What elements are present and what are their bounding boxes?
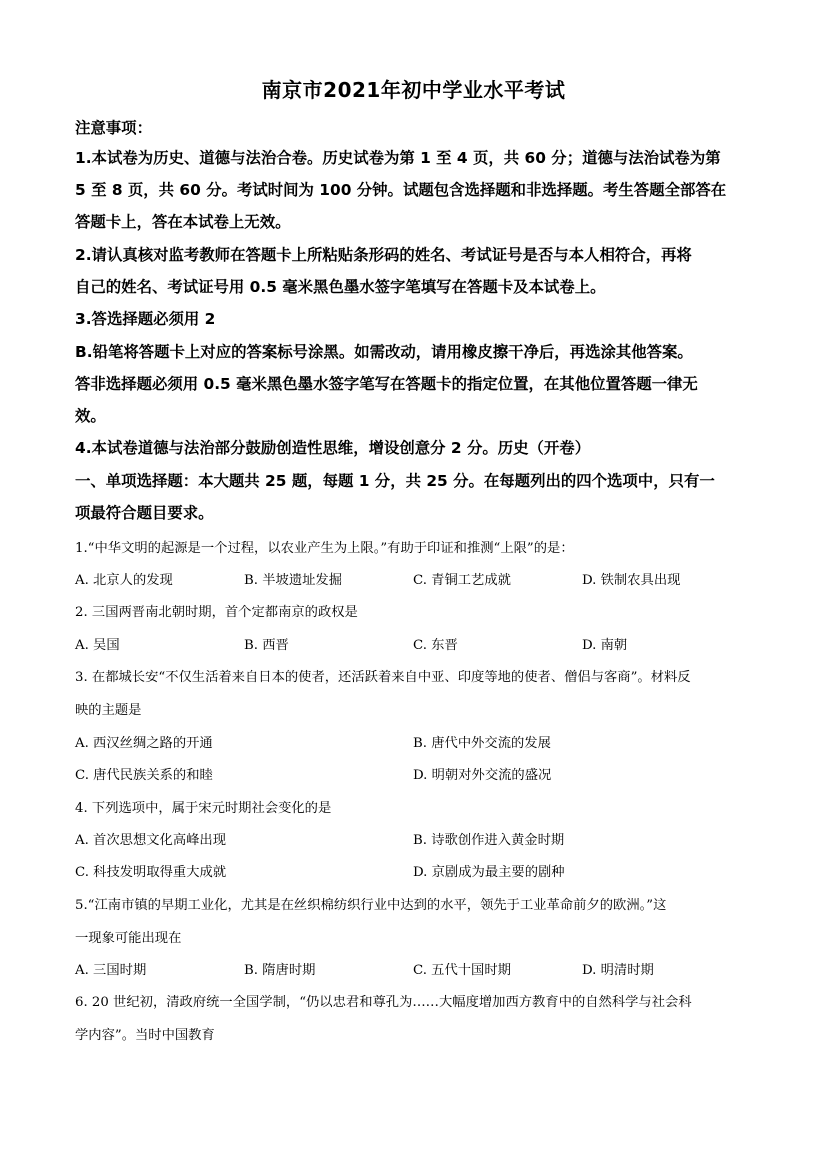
question-3-stem: 映的主题是 (75, 703, 142, 718)
question-2-stem: 2. 三国两晋南北朝时期，首个定都南京的政权是 (75, 605, 358, 620)
notice-line: 4.本试卷道德与法治部分鼓励创造性思维，增设创意分 2 分。历史（开卷） (75, 439, 591, 457)
question-1-option-b: B. 半坡遗址发掘 (244, 573, 343, 588)
question-4-option-c: C. 科技发明取得重大成就 (75, 865, 227, 880)
notice-line: 3.答选择题必须用 2 (75, 310, 216, 328)
question-5-stem: 5.“江南市镇的早期工业化，尤其是在丝织棉纺织行业中达到的水平，领先于工业革命前夕的欧洲。”这 (75, 898, 667, 913)
question-6-stem: 学内容”。当时中国教育 (75, 1028, 215, 1043)
question-2-option-c: C. 东晋 (413, 638, 458, 653)
question-2-option-b: B. 西晋 (244, 638, 289, 653)
notice-line: 5 至 8 页，共 60 分。考试时间为 100 分钟。试题包含选择题和非选择题。考生答题全部答在 (75, 181, 727, 199)
question-5-option-a: A. 三国时期 (75, 963, 147, 978)
question-5-option-b: B. 隋唐时期 (244, 963, 316, 978)
question-5-option-d: D. 明清时期 (582, 963, 654, 978)
section-heading: 项最符合题目要求。 (75, 504, 214, 522)
question-2-option-d: D. 南朝 (582, 638, 628, 653)
notice-line: 2.请认真核对监考教师在答题卡上所粘贴条形码的姓名、考试证号是否与本人相符合，再将 (75, 246, 692, 264)
notice-line: 1.本试卷为历史、道德与法治合卷。历史试卷为第 1 至 4 页，共 60 分；道德与法治试卷为第 (75, 149, 721, 167)
question-5-stem: 一现象可能出现在 (75, 931, 182, 946)
question-2-option-a: A. 吴国 (75, 638, 120, 653)
section-heading: 一、单项选择题：本大题共 25 题，每题 1 分，共 25 分。在每题列出的四个选项中，只有一 (75, 472, 715, 490)
question-6-stem: 6. 20 世纪初，清政府统一全国学制，“仍以忠君和尊孔为……大幅度增加西方教育中的自然科学与社会科 (75, 995, 692, 1010)
question-3-option-c: C. 唐代民族关系的和睦 (75, 768, 213, 783)
question-5-option-c: C. 五代十国时期 (413, 963, 511, 978)
question-1-option-d: D. 铁制农具出现 (582, 573, 681, 588)
question-3-option-a: A. 西汉丝绸之路的开通 (75, 736, 213, 751)
question-4-option-b: B. 诗歌创作进入黄金时期 (413, 833, 565, 848)
notice-line: B.铅笔将答题卡上对应的答案标号涂黑。如需改动，请用橡皮擦干净后，再选涂其他答案。 (75, 343, 693, 361)
question-3-stem: 3. 在都城长安“不仅生活着来自日本的使者，还活跃着来自中亚、印度等地的使者、僧侣与客商”。材料反 (75, 670, 691, 685)
notice-line: 答题卡上，答在本试卷上无效。 (75, 213, 291, 231)
question-1-option-c: C. 青铜工艺成就 (413, 573, 511, 588)
notice-line: 答非选择题必须用 0.5 毫米黑色墨水签字笔写在答题卡的指定位置，在其他位置答题一律无 (75, 375, 698, 393)
question-4-option-d: D. 京剧成为最主要的剧种 (413, 865, 565, 880)
exam-title: 南京市2021年初中学业水平考试 (261, 78, 566, 102)
question-1-stem: 1.“中华文明的起源是一个过程，以农业产生为上限。”有助于印证和推测“上限”的是： (75, 541, 574, 556)
notice-line: 自己的姓名、考试证号用 0.5 毫米黑色墨水签字笔填写在答题卡及本试卷上。 (75, 278, 606, 296)
notice-line: 效。 (75, 407, 106, 425)
question-4-stem: 4. 下列选项中，属于宋元时期社会变化的是 (75, 801, 332, 816)
question-1-option-a: A. 北京人的发现 (75, 573, 173, 588)
question-3-option-d: D. 明朝对外交流的盛况 (413, 768, 552, 783)
question-4-option-a: A. 首次思想文化高峰出现 (75, 833, 227, 848)
question-3-option-b: B. 唐代中外交流的发展 (413, 736, 551, 751)
notice-heading: 注意事项： (75, 119, 152, 137)
